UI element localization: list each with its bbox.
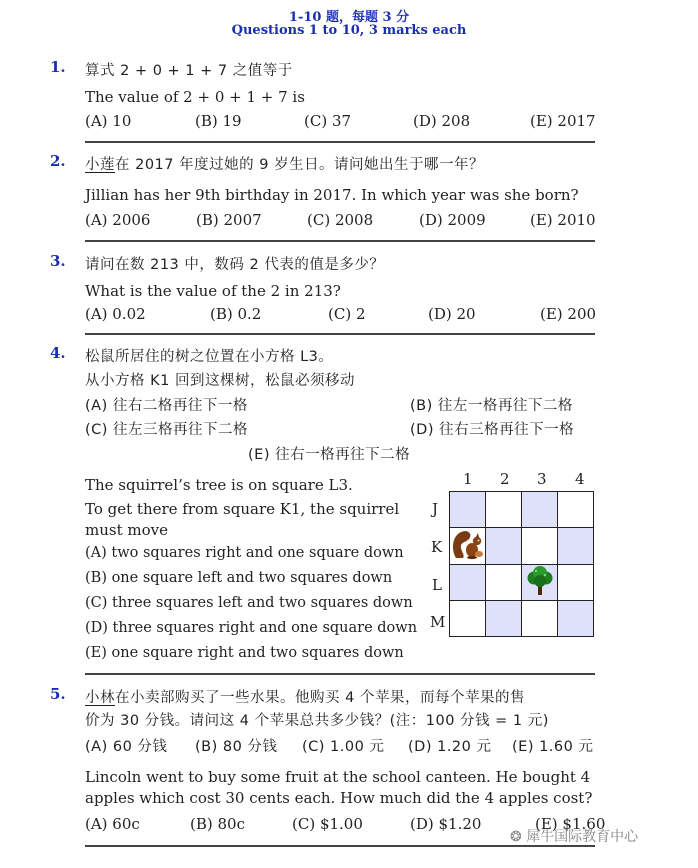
question-4-cn-line1: 松鼠所居住的树之位置在小方格 L3。	[85, 349, 334, 365]
grid-col-label: 1	[463, 470, 473, 488]
q5-cn-option-a: (A) 60 分钱	[85, 739, 168, 755]
grid-row-label: K	[431, 538, 443, 556]
question-5-cn-line1	[85, 686, 525, 707]
divider	[85, 673, 595, 675]
question-3-number: 3.	[50, 252, 66, 270]
grid-col-label: 2	[500, 470, 510, 488]
q5-en-option-e: (E) $1.60	[535, 815, 606, 833]
q5-cn-option-c: (C) 1.00 元	[302, 739, 385, 755]
wechat-icon: ❂	[510, 829, 522, 845]
question-4-en-line1: The squirrel’s tree is on square L3.	[85, 476, 353, 494]
grid-cell-k3	[522, 528, 558, 565]
q2-option-b: (B) 2007	[196, 211, 262, 229]
grid-cell-m4	[558, 601, 594, 637]
q5-en-option-c: (C) $1.00	[292, 815, 363, 833]
grid-cell-j2	[486, 492, 522, 528]
question-2-number: 2.	[50, 152, 66, 170]
q3-option-a: (A) 0.02	[85, 305, 146, 323]
q2-option-d: (D) 2009	[419, 211, 486, 229]
question-4-en-line3: must move	[85, 521, 168, 539]
squirrel-icon	[451, 528, 485, 560]
q5-en-option-a: (A) 60c	[85, 815, 140, 833]
watermark	[510, 826, 638, 846]
q3-option-c: (C) 2	[328, 305, 366, 323]
q1-option-d: (D) 208	[413, 112, 471, 130]
question-3-cn: 请问在数 213 中，数码 2 代表的值是多少？	[85, 257, 385, 273]
question-2-cn	[85, 153, 484, 174]
q5-en-option-d: (D) $1.20	[410, 815, 482, 833]
q1-option-e: (E) 2017	[530, 112, 596, 130]
grid-cell-l4	[558, 565, 594, 601]
q3-option-b: (B) 0.2	[210, 305, 262, 323]
q4-cn-option-e: (E) 往右一格再往下二格	[248, 447, 411, 463]
grid-cell-j1	[450, 492, 486, 528]
grid-cell-m3	[522, 601, 558, 637]
q4-en-option-d: (D) three squares right and one square down	[85, 620, 418, 636]
grid-cell-l2	[486, 565, 522, 601]
grid-row-label: M	[430, 613, 446, 631]
question-2-en: Jillian has her 9th birthday in 2017. In which year was she born?	[85, 186, 579, 204]
grid-cell-k1	[450, 528, 486, 565]
tree-icon	[524, 566, 556, 596]
q5-cn-option-e: (E) 1.60 元	[512, 739, 594, 755]
q4-cn-option-b: (B) 往左一格再往下二格	[410, 398, 573, 414]
name-underlined: 小林	[85, 690, 115, 706]
q5-cn-option-b: (B) 80 分钱	[195, 739, 278, 755]
q4-en-option-c: (C) three squares left and two squares down	[85, 595, 413, 611]
grid-row-label: L	[432, 576, 442, 594]
q3-option-d: (D) 20	[428, 305, 476, 323]
header-cn: 1-10 题，每题 3 分	[288, 10, 410, 25]
q4-en-option-b: (B) one square left and two squares down	[85, 570, 393, 586]
q4-cn-option-d: (D) 往右三格再往下一格	[410, 422, 575, 438]
name-underlined: 小莲	[85, 157, 115, 173]
question-5-en-line2: apples which cost 30 cents each. How much did the 4 apples cost?	[85, 789, 593, 807]
watermark-text: 犀牛国际教育中心	[526, 829, 639, 845]
grid-cell-l1	[450, 565, 486, 601]
question-3-en: What is the value of the 2 in 213?	[85, 282, 341, 300]
q3-option-e: (E) 200	[540, 305, 597, 323]
question-4-number: 4.	[50, 344, 66, 362]
q1-option-c: (C) 37	[304, 112, 352, 130]
grid-cell-m1	[450, 601, 486, 637]
divider	[85, 333, 595, 335]
grid-row-label: J	[432, 500, 439, 518]
q2-option-c: (C) 2008	[307, 211, 374, 229]
divider	[85, 240, 595, 242]
q5-en-option-b: (B) 80c	[190, 815, 245, 833]
question-5-cn-rest: 在小卖部购买了一些水果。他购买 4 个苹果，而每个苹果的售	[115, 690, 525, 706]
question-5-cn-line2: 价为 30 分钱。请问这 4 个苹果总共多少钱？(注：100 分钱 = 1 元)	[85, 713, 549, 729]
q2-option-e: (E) 2010	[530, 211, 596, 229]
squirrel-grid	[449, 491, 594, 637]
question-1-cn: 算式 2 + 0 + 1 + 7 之值等于	[85, 63, 293, 79]
question-1-en: The value of 2 + 0 + 1 + 7 is	[85, 88, 305, 106]
question-1-number: 1.	[50, 58, 66, 76]
grid-cell-m2	[486, 601, 522, 637]
q1-option-b: (B) 19	[195, 112, 242, 130]
grid-cell-k4	[558, 528, 594, 565]
q4-en-option-e: (E) one square right and two squares down	[85, 645, 404, 661]
question-5-en-line1: Lincoln went to buy some fruit at the school canteen. He bought 4	[85, 768, 591, 786]
grid-col-label: 3	[537, 470, 547, 488]
grid-col-label: 4	[575, 470, 585, 488]
question-5-number: 5.	[50, 685, 66, 703]
grid-cell-j4	[558, 492, 594, 528]
q4-en-option-a: (A) two squares right and one square down	[85, 545, 404, 561]
divider	[85, 141, 595, 143]
question-4-cn-line2: 从小方格 K1 回到这棵树，松鼠必须移动	[85, 373, 355, 389]
grid-cell-k2	[486, 528, 522, 565]
question-2-cn-rest: 在 2017 年度过她的 9 岁生日。请问她出生于哪一年？	[115, 157, 485, 173]
q4-cn-option-a: (A) 往右二格再往下一格	[85, 398, 248, 414]
q5-cn-option-d: (D) 1.20 元	[408, 739, 492, 755]
question-4-en-line2: To get there from square K1, the squirrel	[85, 500, 400, 518]
q1-option-a: (A) 10	[85, 112, 132, 130]
q4-cn-option-c: (C) 往左三格再往下二格	[85, 422, 249, 438]
header-en: Questions 1 to 10, 3 marks each	[231, 23, 467, 38]
grid-cell-l3	[522, 565, 558, 601]
q2-option-a: (A) 2006	[85, 211, 151, 229]
grid-cell-j3	[522, 492, 558, 528]
